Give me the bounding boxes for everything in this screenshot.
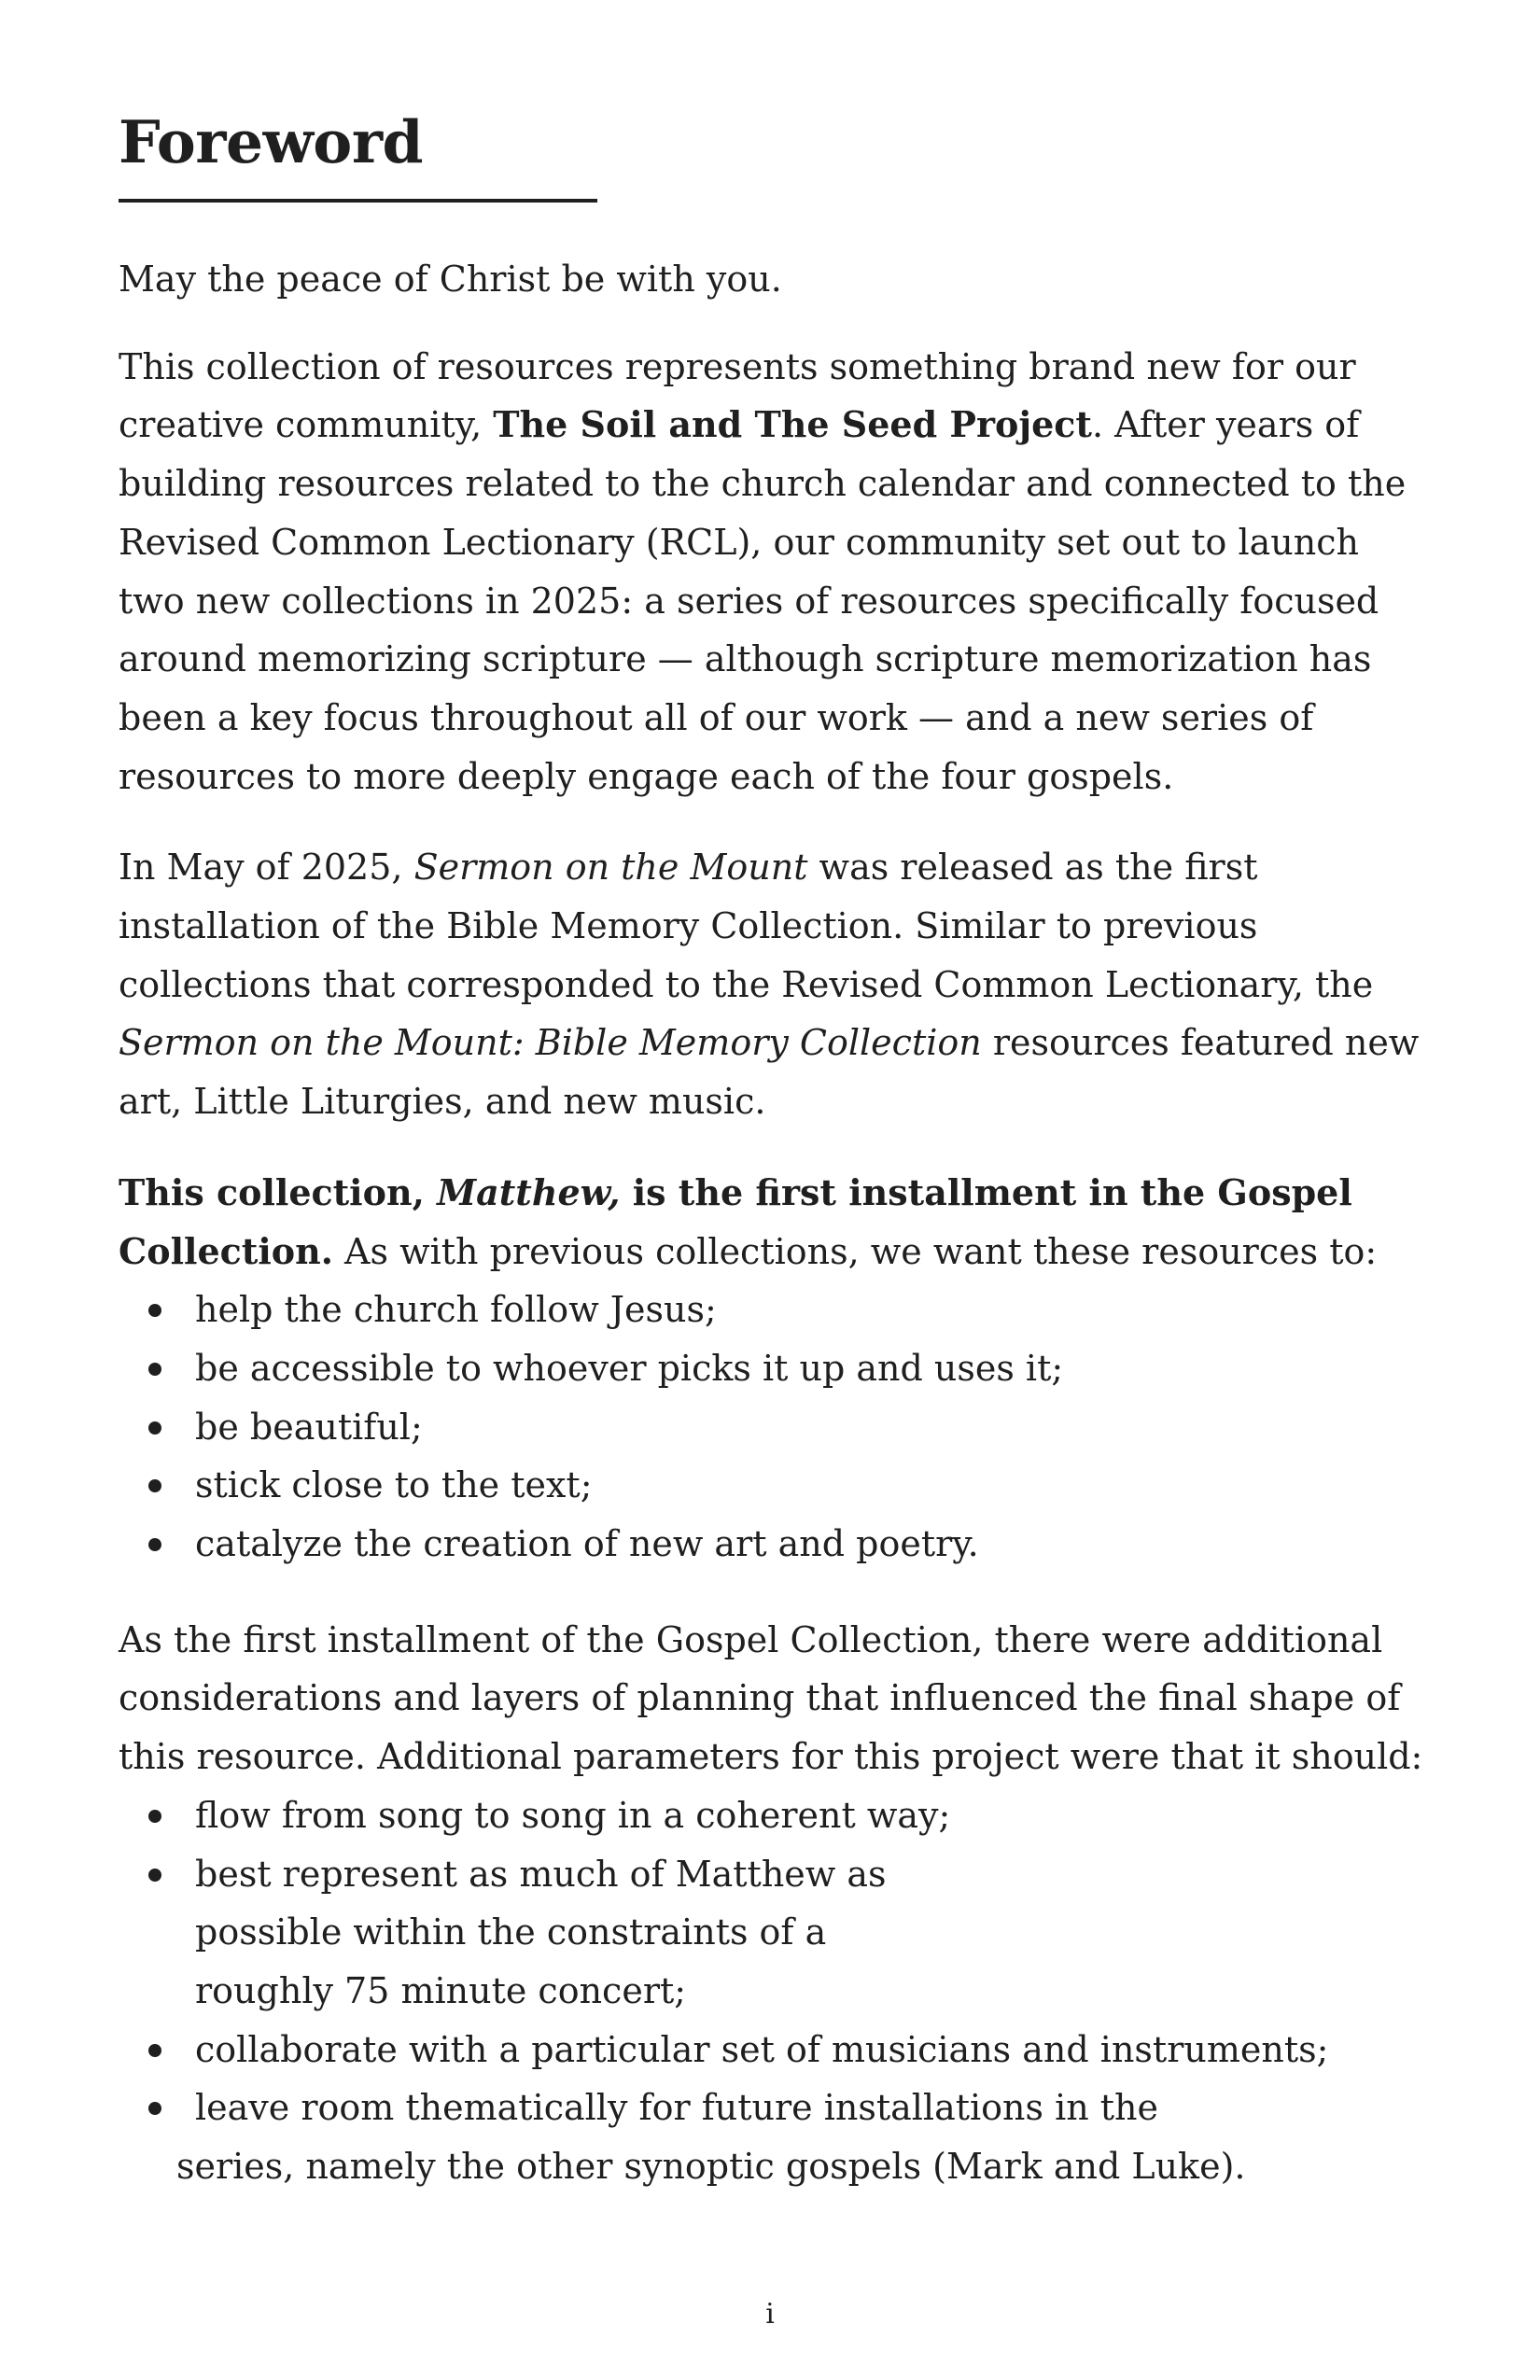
collection-bold-1: This collection, (119, 1170, 438, 1213)
collection-title: Matthew, (437, 1170, 621, 1213)
title-underline (119, 199, 597, 203)
sermon-text-3: resources featured new art, Little Liturgies, and new music. (119, 1022, 1420, 1123)
bullet-icon (148, 1304, 161, 1317)
parameters-list (119, 1786, 1425, 2196)
list-item: be accessible to whoever picks it up and uses it; (119, 1339, 1425, 1398)
bullet-icon (148, 1479, 161, 1492)
sermon-text-1: In May of 2025, (119, 847, 414, 889)
bullet-icon (148, 1538, 161, 1551)
greeting-paragraph: May the peace of Christ be with you. (119, 259, 782, 300)
page-title: Foreword (119, 107, 424, 176)
list-item: stick close to the text; (119, 1456, 1425, 1515)
list-item: leave room thematically for future installations in the series, namely the other synoptic gospels (Mark and Luke). (119, 2079, 1425, 2195)
list-item: best represent as much of Matthew as possible within the constraints of a roughly 75 minute concert; (119, 1845, 1425, 2021)
project-name: The Soil and The Seed Project (493, 403, 1092, 446)
list-item: collaborate with a particular set of musicians and instruments; (119, 2021, 1425, 2079)
sermon-title: Sermon on the Mount (413, 847, 808, 889)
collection-text: As with previous collections, we want these resources to: (332, 1230, 1378, 1272)
bullet-icon (148, 1421, 161, 1435)
list-item: help the church follow Jesus; (119, 1281, 1425, 1339)
list-item: be beautiful; (119, 1398, 1425, 1457)
bullet-icon (148, 2044, 161, 2057)
collection-paragraph (119, 1164, 1425, 1281)
bullet-icon (148, 1810, 161, 1823)
list-item: flow from song to song in a coherent way; (119, 1786, 1425, 1845)
parameters-paragraph: As the first installment of the Gospel Collection, there were additional considerations and layers of planning that influenced the final shape of this resource. Additional parameters for this project were that it should: (119, 1618, 1423, 1778)
intro-paragraph (119, 338, 1425, 806)
sermon-collection-title: Sermon on the Mount: Bible Memory Collection (119, 1022, 982, 1064)
intro-text-end: . After years of building resources related to the church calendar and connected to the Revised Common Lectionary (RCL), our community set out to launch two new collections in 2025: a series of resources specifically focused around memorizing scripture — although scripture memorization has been a key focus throughout all of our work — and a new series of resources to more deeply engage each of the four gospels. (119, 404, 1407, 797)
bullet-icon (148, 2102, 161, 2115)
goals-list (119, 1281, 1425, 1574)
bullet-icon (148, 1869, 161, 1882)
intro-text-start: This collection of resources represents something brand new for our creative community, (119, 345, 1356, 446)
page-number: i (765, 2298, 775, 2331)
sermon-paragraph (119, 838, 1425, 1131)
foreword-body (119, 250, 1425, 2233)
collection-bold-2: is the first installment in the Gospel Collection. (119, 1170, 1352, 1272)
sermon-text-2: was released as the first installation of the Bible Memory Collection. Similar to previous collections that corresponded to the Revised Common Lectionary, the (119, 847, 1374, 1005)
list-item: catalyze the creation of new art and poetry. (119, 1515, 1425, 1574)
bullet-icon (148, 1363, 161, 1376)
